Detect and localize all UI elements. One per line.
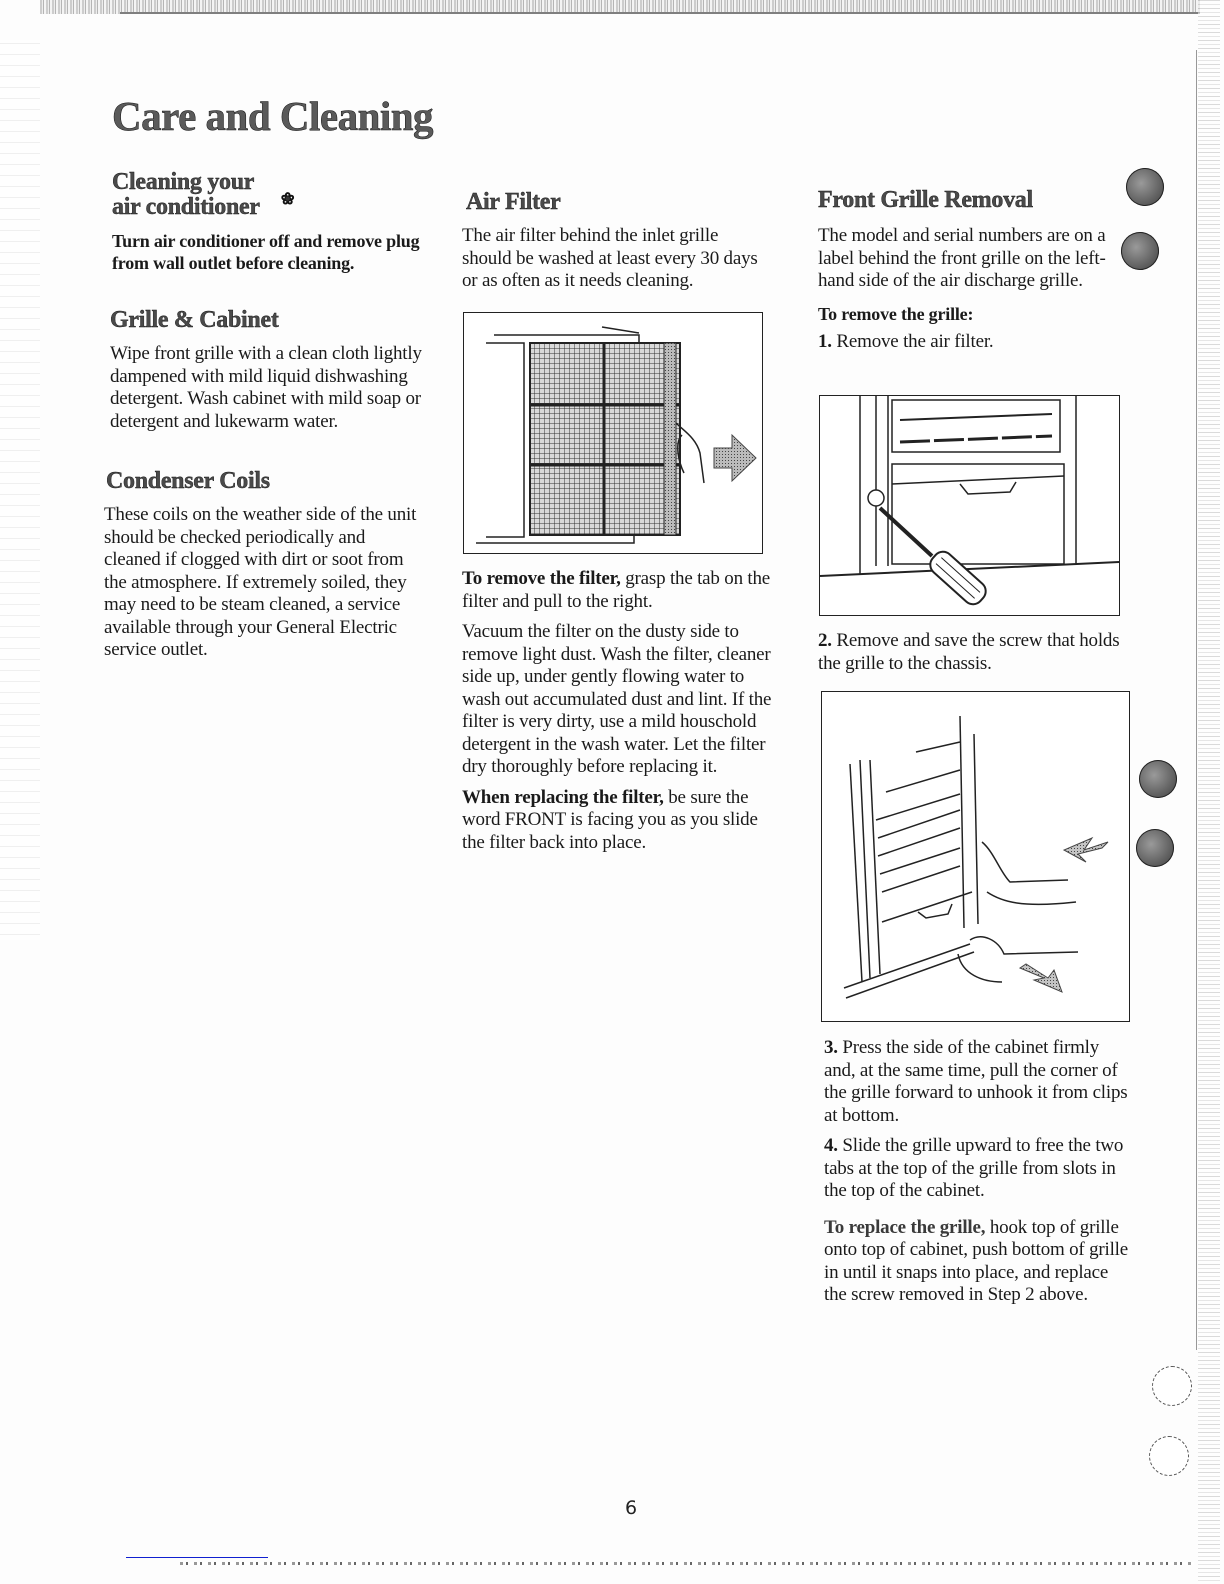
condenser-coils-heading: Condenser Coils [106,468,270,494]
scan-artifact-left [0,40,40,940]
air-filter-instructions [462,568,772,854]
remove-filter-lead: To remove the filter, [462,568,621,589]
column-air-filter [462,190,772,293]
cleaning-heading-line2: air conditioner [112,194,260,220]
screwdriver-figure [819,395,1120,616]
scan-artifact-top [40,0,1200,14]
column-cleaning [104,170,424,662]
replace-grille-text: To replace the grille, hook top of grille onto top of cabinet, push bottom of grille in until it snaps into place, and replace the screw removed in Step 2 above. [824,1216,1128,1305]
punch-hole-1 [1126,168,1164,206]
cleaning-warning: Turn air conditioner off and remove plug from wall outlet before cleaning. [112,231,420,273]
cleaning-heading [112,170,424,220]
punch-hole-3 [1139,760,1177,798]
punch-hole-4 [1136,829,1174,867]
punch-hole-6 [1149,1436,1189,1476]
front-grille-intro: The model and serial numbers are on a label behind the front grille on the left-hand side of the air discharge grille. [818,225,1106,291]
condenser-coils-text: These coils on the weather side of the unit should be checked periodically and cleaned if clogged with dirt or soot from the atmosphere. If extremely soiled, they may need to be steam cleaned, a service available through your General Electric service outlet. [104,504,417,660]
air-filter-heading: Air Filter [466,189,561,215]
cleaning-heading-line1: Cleaning your [112,169,255,195]
page-title: Care and Cleaning [112,93,434,139]
steps-3-4-block [824,1037,1134,1307]
column-front-grille [818,188,1128,354]
grille-pull-illustration [822,692,1129,1021]
air-filter-illustration [464,313,762,553]
grille-cabinet-text: Wipe front grille with a clean cloth lightly dampened with mild liquid dishwashing detergent. Wash cabinet with mild soap or detergent and lukewarm water. [110,343,422,432]
punch-hole-5 [1152,1366,1192,1406]
front-grille-heading: Front Grille Removal [818,187,1033,213]
bug-icon: ❀ [281,191,295,208]
scan-artifact-bottom [180,1562,1194,1565]
remove-grille-subheading: To remove the grille: [818,303,974,324]
step-3: 3. Press the side of the cabinet firmly and, at the same time, pull the corner of the grille forward to unhook it from clips at bottom. [824,1037,1128,1126]
step-4: 4. Slide the grille upward to free the two tabs at the top of the grille from slots in the top of the cabinet. [824,1135,1124,1201]
screwdriver-illustration [820,396,1119,615]
vacuum-filter-text: Vacuum the filter on the dusty side to remove light dust. Wash the filter, cleaner side up, under gently flowing water to wash out accumulated dust and lint. If the filter is very dirty, use a mild houschold detergent in the wash water. Let the filter dry thoroughly before replacing it. [462,621,772,777]
blue-rule [126,1557,268,1558]
page-edge-line [1196,50,1197,1350]
air-filter-intro: The air filter behind the inlet grille should be washed at least every 30 days or as often as it needs cleaning. [462,225,758,291]
punch-hole-2 [1121,232,1159,270]
remove-filter-text: To remove the filter, grasp the tab on the filter and pull to the right. [462,568,771,612]
step-2-block [818,630,1128,675]
grille-cabinet-heading: Grille & Cabinet [110,307,279,333]
replace-filter-lead: When replacing the filter, [462,786,664,808]
air-filter-figure [463,312,763,554]
scan-artifact-right [1198,0,1220,1584]
step-1: 1. Remove the air filter. [818,331,994,352]
step-2: 2. Remove and save the screw that holds the grille to the chassis. [818,630,1120,674]
page-number: 6 [625,1497,638,1519]
grille-pull-figure [821,691,1130,1022]
replace-filter-text: When replacing the filter, be sure the word FRONT is facing you as you slide the filter back into place. [462,786,758,853]
replace-grille-lead: To replace the grille, [824,1216,986,1238]
